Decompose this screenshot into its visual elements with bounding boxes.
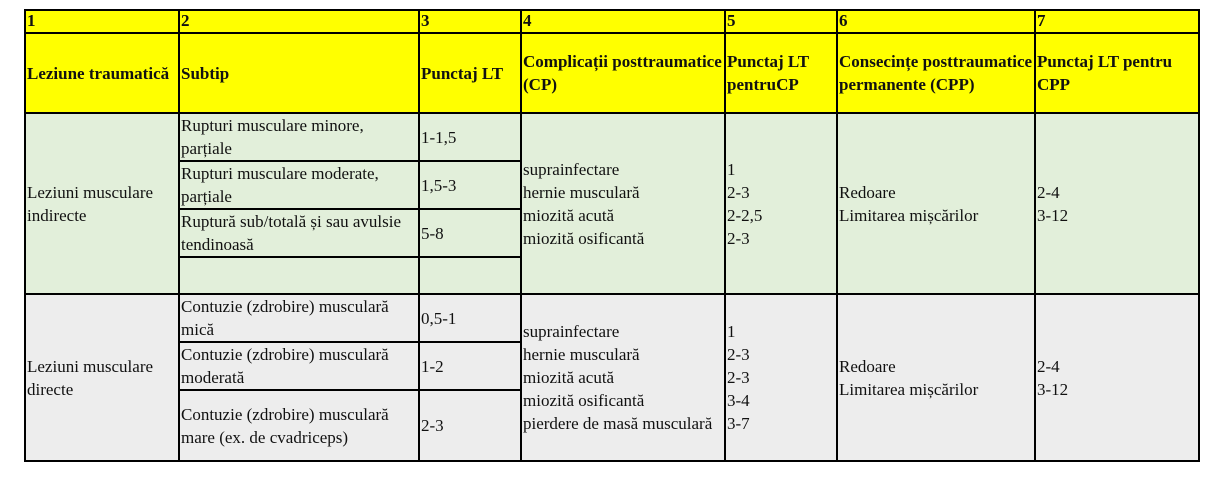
subtip-cell: Rupturi musculare minore, parțiale <box>179 113 419 161</box>
subtip-cell <box>179 257 419 294</box>
punctaj-cp-cell <box>725 113 837 294</box>
header-subtip: Subtip <box>179 33 419 113</box>
col-number: 7 <box>1035 10 1199 33</box>
consecinte-cell <box>837 113 1035 294</box>
consecinte-cell <box>837 294 1035 461</box>
injury-scoring-table <box>24 9 1200 462</box>
header-complicatii: Complicații posttraumatice (CP) <box>521 33 725 113</box>
col-number: 3 <box>419 10 521 33</box>
leziune-cell: Leziuni musculare indirecte <box>25 113 179 294</box>
punctaj-cell: 0,5-1 <box>419 294 521 342</box>
punctaj-cell: 2-3 <box>419 390 521 461</box>
subtip-cell: Contuzie (zdrobire) musculară mică <box>179 294 419 342</box>
consecinte-cell-line: Redoare <box>839 356 896 376</box>
col-number: 6 <box>837 10 1035 33</box>
complicatii-cell-line: hernie musculară <box>523 182 640 202</box>
punctaj-cell: 1-1,5 <box>419 113 521 161</box>
punctaj-cpp-cell-line: 2-4 <box>1037 182 1060 202</box>
punctaj-cell <box>419 257 521 294</box>
subtip-cell: Contuzie (zdrobire) musculară moderată <box>179 342 419 390</box>
punctaj-cp-cell-line: 2-3 <box>727 182 750 202</box>
table-row <box>25 113 1199 161</box>
punctaj-cell: 1-2 <box>419 342 521 390</box>
punctaj-cp-cell-line: 2-2,5 <box>727 205 763 225</box>
punctaj-cell: 1,5-3 <box>419 161 521 209</box>
punctaj-cp-cell-line: 1 <box>727 159 736 179</box>
punctaj-cp-cell-line: 3-4 <box>727 391 750 410</box>
col-number: 4 <box>521 10 725 33</box>
punctaj-cp-cell <box>725 294 837 461</box>
punctaj-cpp-cell <box>1035 294 1199 461</box>
punctaj-cp-cell-line: 2-3 <box>727 228 750 248</box>
header-punctaj: Punctaj LT <box>419 33 521 113</box>
punctaj-cpp-cell <box>1035 113 1199 294</box>
punctaj-cp-cell-line: 2-3 <box>727 345 750 364</box>
complicatii-cell-line: miozită osificantă <box>523 391 645 410</box>
header-punctaj-cpp: Punctaj LT pentru CPP <box>1035 33 1199 113</box>
subtip-cell: Contuzie (zdrobire) musculară mare (ex. de cvadriceps) <box>179 390 419 461</box>
subtip-cell: Ruptură sub/totală și sau avulsie tendinoasă <box>179 209 419 257</box>
col-number: 2 <box>179 10 419 33</box>
punctaj-cp-cell-line: 3-7 <box>727 414 750 433</box>
subtip-cell: Rupturi musculare moderate, parțiale <box>179 161 419 209</box>
column-number-row <box>25 10 1199 33</box>
leziune-cell: Leziuni musculare directe <box>25 294 179 461</box>
complicatii-cell <box>521 294 725 461</box>
col-number: 1 <box>25 10 179 33</box>
col-number: 5 <box>725 10 837 33</box>
consecinte-cell-line: Limitarea mișcărilor <box>839 205 979 225</box>
punctaj-cpp-cell-line: 2-4 <box>1037 356 1060 376</box>
complicatii-cell-line: hernie musculară <box>523 345 640 364</box>
complicatii-cell <box>521 113 725 294</box>
punctaj-cpp-cell-line: 3-12 <box>1037 205 1069 225</box>
punctaj-cp-cell-line: 2-3 <box>727 368 750 387</box>
complicatii-cell-line: miozită osificantă <box>523 228 645 248</box>
complicatii-cell-line: miozită acută <box>523 205 615 225</box>
punctaj-cpp-cell-line: 3-12 <box>1037 379 1069 399</box>
complicatii-cell-line: miozită acută <box>523 368 615 387</box>
complicatii-cell-line: suprainfectare <box>523 322 620 341</box>
header-row <box>25 33 1199 113</box>
complicatii-cell-line: pierdere de masă musculară <box>523 414 713 433</box>
header-consecinte: Consecințe posttraumatice permanente (CPP) <box>837 33 1035 113</box>
table-row <box>25 294 1199 342</box>
punctaj-cell: 5-8 <box>419 209 521 257</box>
consecinte-cell-line: Limitarea mișcărilor <box>839 379 979 399</box>
header-leziune: Leziune traumatică <box>25 33 179 113</box>
complicatii-cell-line: suprainfectare <box>523 159 620 179</box>
consecinte-cell-line: Redoare <box>839 182 896 202</box>
header-punctaj-cp: Punctaj LT pentruCP <box>725 33 837 113</box>
punctaj-cp-cell-line: 1 <box>727 322 736 341</box>
